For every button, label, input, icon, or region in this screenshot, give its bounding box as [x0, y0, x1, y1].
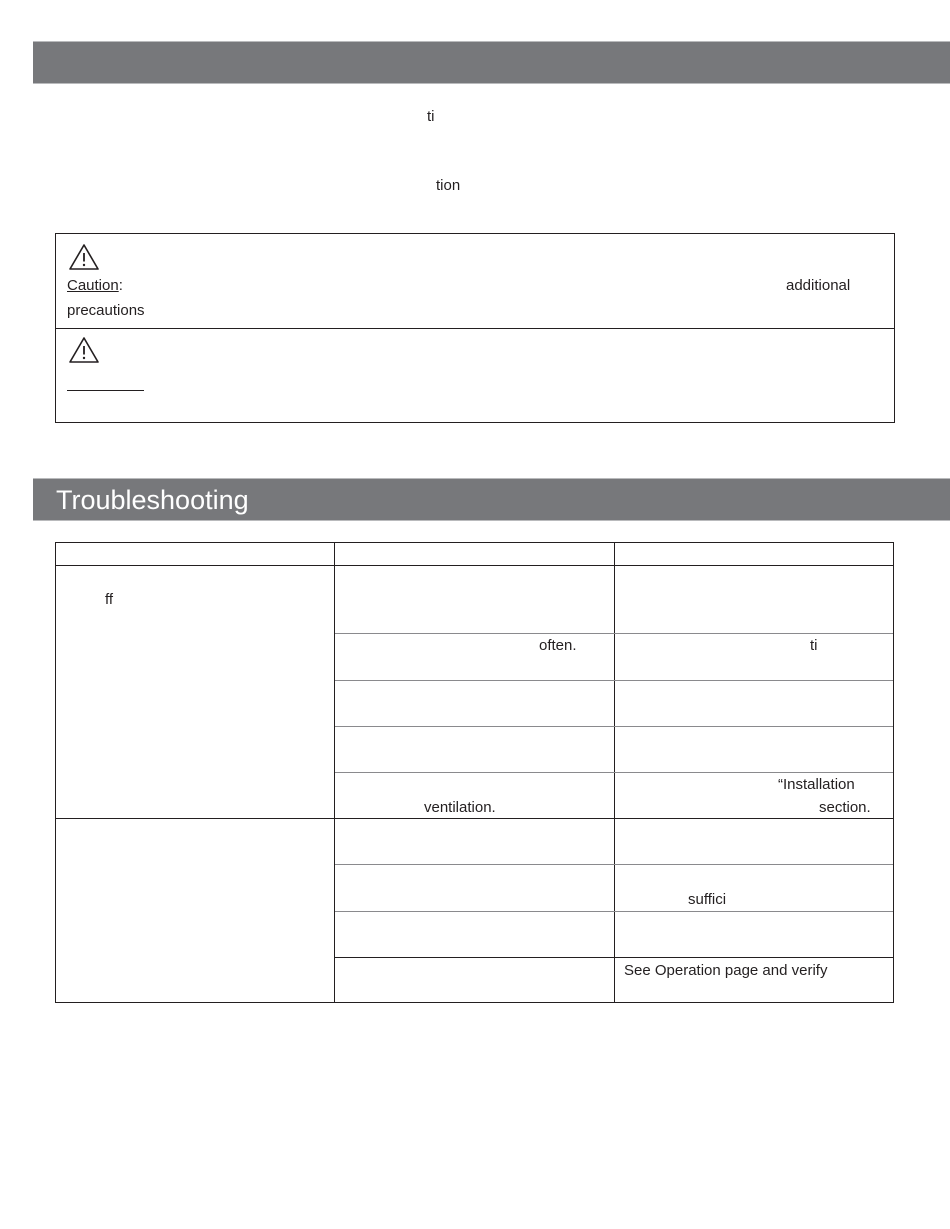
- table-cell-fragment: section.: [819, 799, 871, 816]
- troubleshooting-table: [55, 542, 894, 1003]
- table-border-top: [55, 542, 894, 543]
- intro-text-fragment: tion: [436, 177, 461, 194]
- underline-blank: [67, 390, 144, 391]
- troubleshooting-title: Troubleshooting: [56, 485, 249, 515]
- table-cell-fragment: often.: [539, 637, 577, 654]
- table-border-left: [55, 542, 56, 1003]
- table-row-rule: [335, 864, 893, 865]
- table-cell-fragment: suffici: [688, 891, 727, 908]
- table-border-right: [893, 542, 894, 1003]
- table-cell-fragment: ti: [810, 637, 818, 654]
- troubleshooting-header-band: [33, 478, 950, 521]
- table-group-rule: [55, 818, 894, 819]
- table-row-rule: [335, 633, 893, 634]
- table-cell-fragment: “Installation: [778, 776, 855, 793]
- table-border-bottom: [55, 1002, 894, 1003]
- table-row-rule: [335, 726, 893, 727]
- table-row-rule: [335, 911, 893, 912]
- table-row-rule: [335, 680, 893, 681]
- warning-triangle-icon: [68, 243, 100, 271]
- table-cell-fragment: ff: [105, 591, 114, 608]
- table-cell-fragment: See Operation page and verify: [624, 962, 828, 979]
- caution-label: Caution: [67, 277, 119, 294]
- table-header-rule: [55, 565, 894, 566]
- section-header-band: [33, 41, 950, 84]
- intro-text-fragment: ti: [427, 108, 435, 125]
- caution-colon: :: [118, 277, 123, 294]
- caution-box: [55, 233, 895, 423]
- caution-text-fragment: additional: [786, 277, 851, 294]
- caution-text-line: precautions: [67, 302, 145, 319]
- table-row-rule: [335, 957, 893, 958]
- caution-heading: [67, 277, 123, 295]
- table-row-rule: [335, 772, 893, 773]
- caution-divider: [56, 328, 894, 329]
- table-cell-fragment: ventilation.: [424, 799, 496, 816]
- warning-triangle-icon: [68, 336, 100, 364]
